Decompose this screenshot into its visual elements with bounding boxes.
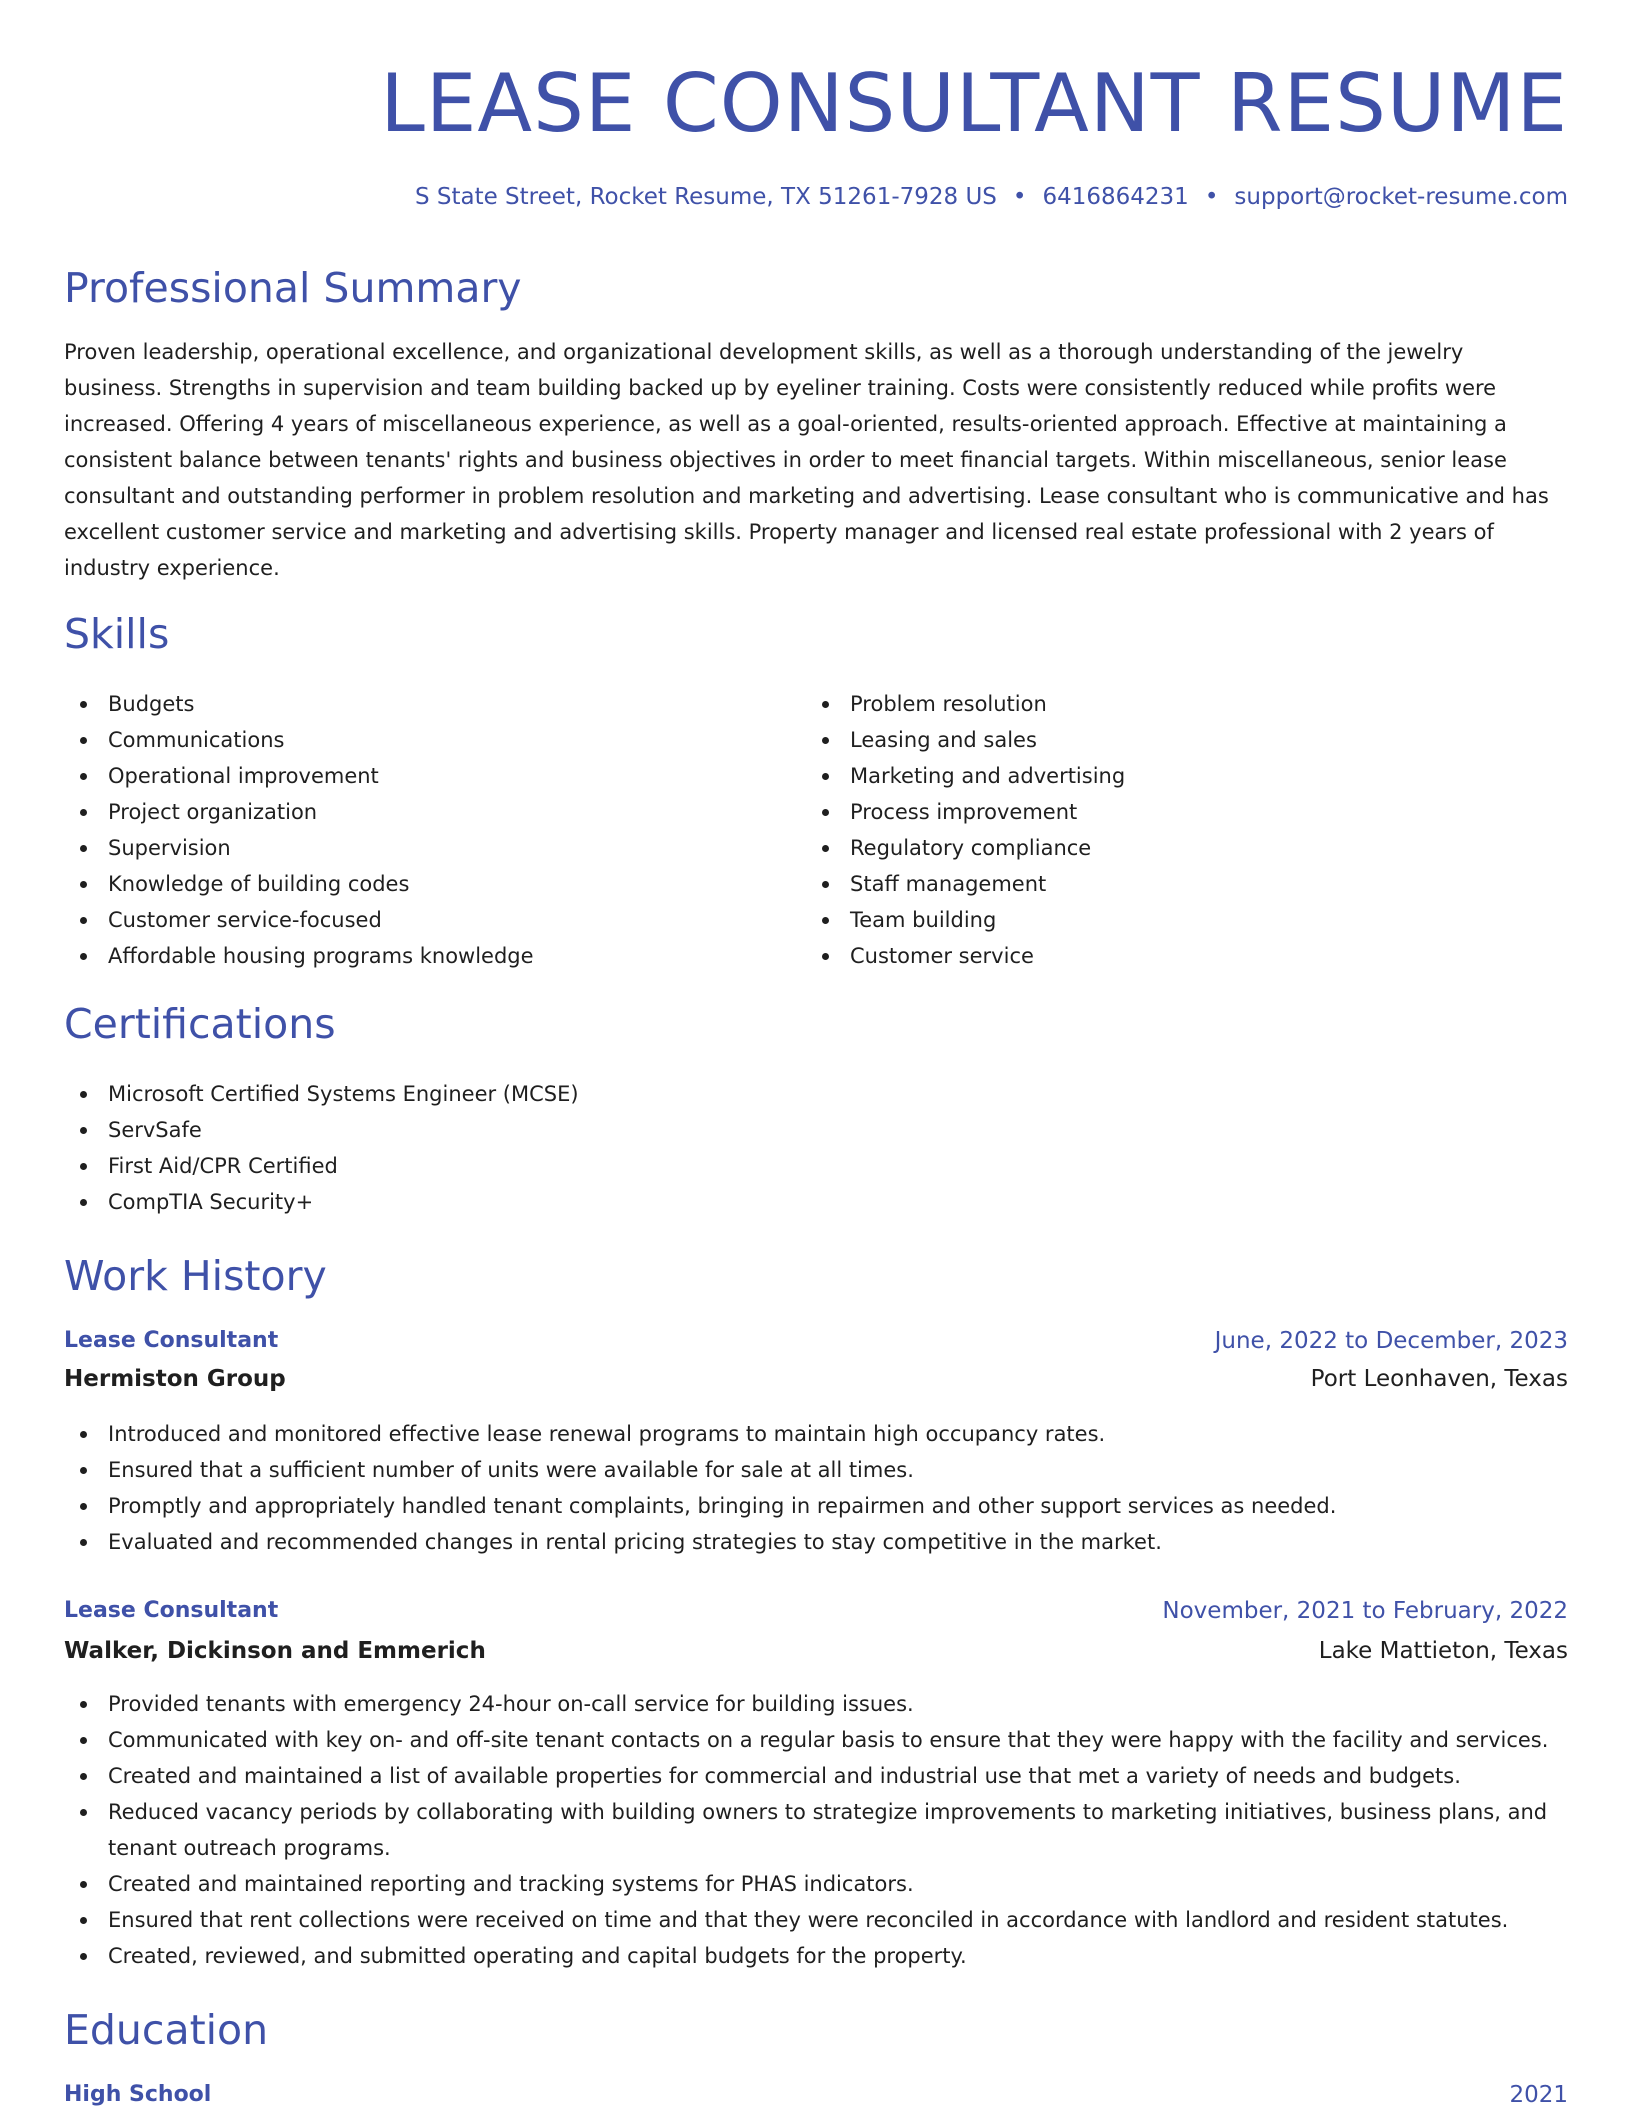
- skill-item: Supervision: [64, 830, 804, 866]
- job-bullet: Promptly and appropriately handled tenant complaints, bringing in repairmen and other support services as needed.: [64, 1488, 1568, 1524]
- job-location: Lake Mattieton, Texas: [1318, 1638, 1568, 1664]
- contact-phone: 6416864231: [1042, 184, 1189, 210]
- contact-separator: •: [1012, 184, 1027, 210]
- job-dates: November, 2021 to February, 2022: [1162, 1598, 1568, 1624]
- job-bullet: Communicated with key on- and off-site tenant contacts on a regular basis to ensure that they were happy with the facility and services.: [64, 1722, 1568, 1758]
- certification-item: ServSafe: [64, 1112, 1568, 1148]
- certification-item: CompTIA Security+: [64, 1184, 1568, 1220]
- skill-item: Team building: [806, 902, 1546, 938]
- certifications-heading: Certifications: [64, 1000, 336, 1048]
- job-company: Hermiston Group: [64, 1366, 286, 1392]
- resume-title: LEASE CONSULTANT RESUME: [380, 57, 1568, 150]
- skill-item: Budgets: [64, 686, 804, 722]
- skill-item: Operational improvement: [64, 758, 804, 794]
- contact-line: [415, 180, 1568, 214]
- job-bullet: Provided tenants with emergency 24-hour on-call service for building issues.: [64, 1686, 1568, 1722]
- education-heading: Education: [64, 2006, 269, 2054]
- skill-item: Marketing and advertising: [806, 758, 1546, 794]
- skill-item: Staff management: [806, 866, 1546, 902]
- skills-list-right: [806, 686, 1546, 974]
- job-bullet: Introduced and monitored effective lease renewal programs to maintain high occupancy rates.: [64, 1416, 1568, 1452]
- job-title: Lease Consultant: [64, 1598, 279, 1623]
- job-bullet: Ensured that rent collections were received on time and that they were reconciled in accordance with landlord and resident statutes.: [64, 1902, 1568, 1938]
- education-year: 2021: [1509, 2082, 1568, 2108]
- skills-heading: Skills: [64, 610, 170, 658]
- skill-item: Regulatory compliance: [806, 830, 1546, 866]
- summary-text: Proven leadership, operational excellence, and organizational development skills, as well as a thorough understanding of the jewelry business. Strengths in supervision and team building backed up by eyeliner training. Costs were consistently reduced while profits were increased. Offering 4 years of miscellaneous experience, as well as a goal-oriented, results-oriented approach. Effective at maintaining a consistent balance between tenants' rights and business objectives in order to meet financial targets. Within miscellaneous, senior lease consultant and outstanding performer in problem resolution and marketing and advertising. Lease consultant who is communicative and has excellent customer service and marketing and advertising skills. Property manager and licensed real estate professional with 2 years of industry experience.: [64, 340, 1549, 580]
- job-bullet: Created and maintained reporting and tracking systems for PHAS indicators.: [64, 1866, 1568, 1902]
- job-bullets: [64, 1686, 1568, 1974]
- skill-item: Affordable housing programs knowledge: [64, 938, 804, 974]
- skill-item: Process improvement: [806, 794, 1546, 830]
- summary-heading: Professional Summary: [64, 264, 522, 312]
- skill-item: Customer service: [806, 938, 1546, 974]
- skill-item: Problem resolution: [806, 686, 1546, 722]
- job-bullet: Reduced vacancy periods by collaborating with building owners to strategize improvements to marketing initiatives, business plans, and tenant outreach programs.: [64, 1794, 1568, 1866]
- skill-item: Knowledge of building codes: [64, 866, 804, 902]
- skill-item: Customer service-focused: [64, 902, 804, 938]
- skill-item: Project organization: [64, 794, 804, 830]
- education-degree: High School: [64, 2082, 212, 2107]
- contact-separator: •: [1204, 184, 1219, 210]
- contact-email: support@rocket-resume.com: [1234, 184, 1568, 210]
- job-bullet: Created and maintained a list of available properties for commercial and industrial use that met a variety of needs and budgets.: [64, 1758, 1568, 1794]
- certifications-list: [64, 1076, 1568, 1220]
- job-location: Port Leonhaven, Texas: [1310, 1366, 1568, 1392]
- certification-item: Microsoft Certified Systems Engineer (MCSE): [64, 1076, 1568, 1112]
- certification-item: First Aid/CPR Certified: [64, 1148, 1568, 1184]
- job-bullet: Evaluated and recommended changes in rental pricing strategies to stay competitive in the market.: [64, 1524, 1568, 1560]
- skill-item: Communications: [64, 722, 804, 758]
- job-bullet: Ensured that a sufficient number of units were available for sale at all times.: [64, 1452, 1568, 1488]
- job-title: Lease Consultant: [64, 1328, 279, 1353]
- job-company: Walker, Dickinson and Emmerich: [64, 1638, 486, 1664]
- job-bullet: Created, reviewed, and submitted operating and capital budgets for the property.: [64, 1938, 1568, 1974]
- job-bullets: [64, 1416, 1568, 1560]
- skills-list-left: [64, 686, 804, 974]
- contact-address: S State Street, Rocket Resume, TX 51261-7928 US: [414, 184, 997, 210]
- work-history-heading: Work History: [64, 1252, 327, 1300]
- job-dates: June, 2022 to December, 2023: [1214, 1328, 1568, 1354]
- skill-item: Leasing and sales: [806, 722, 1546, 758]
